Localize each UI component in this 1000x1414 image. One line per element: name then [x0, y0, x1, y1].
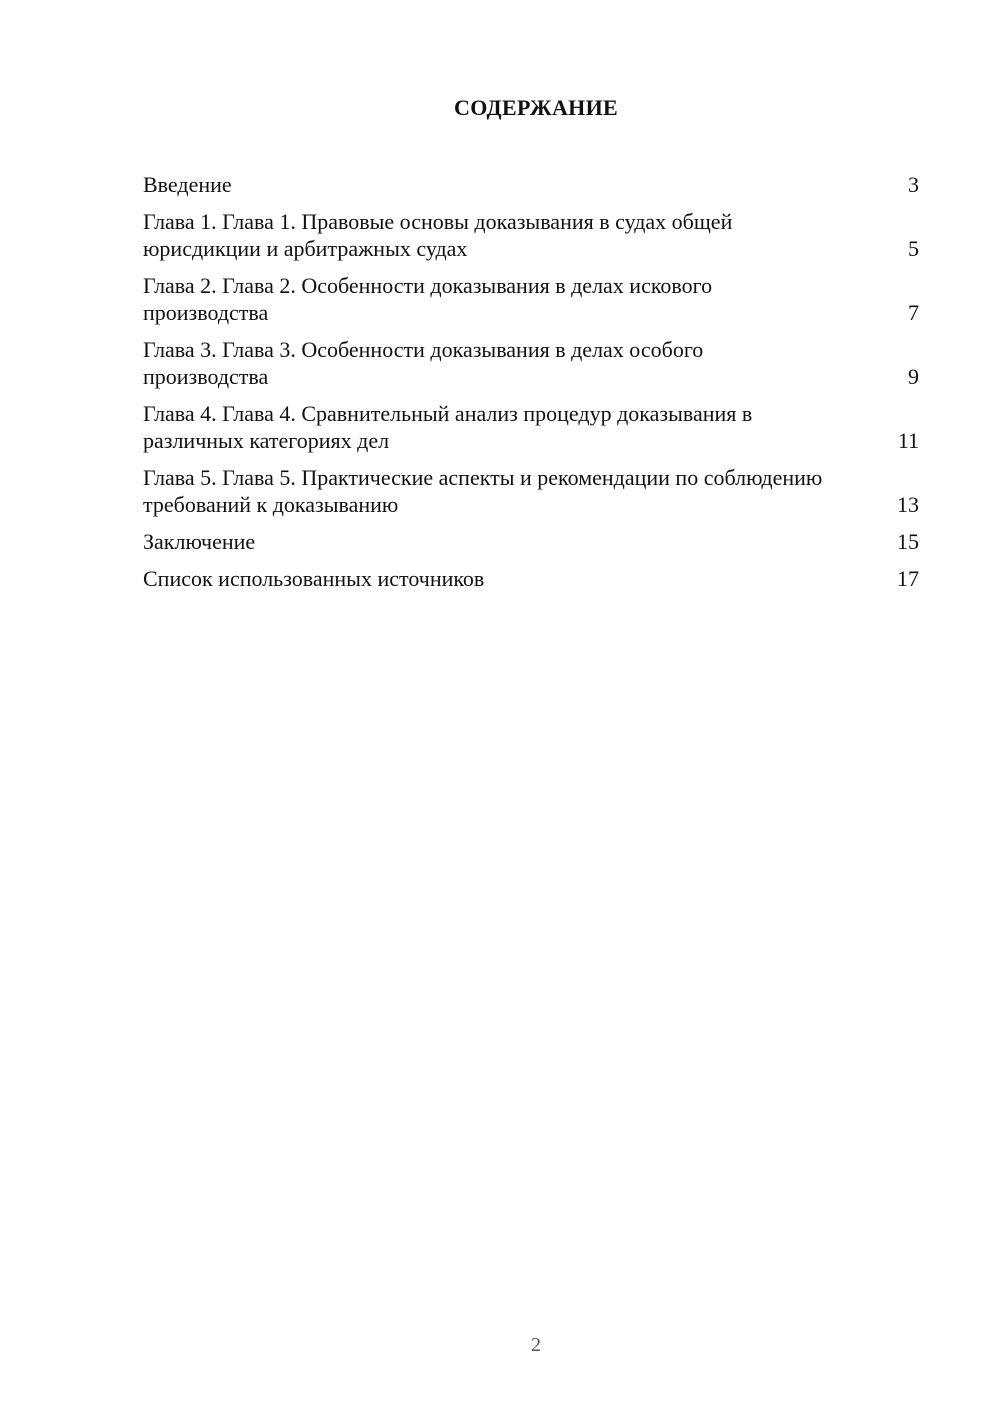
toc-entry-chapter-5: [143, 464, 919, 518]
toc-entry-conclusion: [143, 528, 919, 555]
toc-entry-page: 17: [897, 566, 919, 591]
toc-entry-page: 13: [897, 492, 919, 517]
toc-entry-label: Глава 3. Глава 3. Особенности доказывания в делах особого производства: [143, 337, 704, 389]
table-of-contents: [143, 171, 919, 602]
toc-entry-chapter-4: [143, 400, 919, 454]
toc-entry-introduction: [143, 171, 919, 198]
toc-entry-chapter-2: [143, 272, 919, 326]
toc-entry-chapter-1: [143, 208, 919, 262]
toc-entry-references: [143, 565, 919, 592]
page-title: СОДЕРЖАНИЕ: [454, 95, 618, 120]
toc-entry-page: 11: [897, 428, 919, 453]
toc-entry-page: 3: [908, 172, 919, 197]
toc-entry-label: Список использованных источников: [143, 566, 485, 591]
toc-entry-label: Глава 1. Глава 1. Правовые основы доказывания в судах общей юрисдикции и арбитражных судах: [143, 209, 733, 261]
toc-entry-page: 9: [908, 364, 919, 389]
toc-entry-label: Глава 5. Глава 5. Практические аспекты и рекомендации по соблюдению требований к доказыванию: [143, 465, 823, 517]
toc-entry-label: Заключение: [143, 529, 256, 554]
toc-entry-page: 5: [908, 236, 919, 261]
toc-entry-label: Глава 4. Глава 4. Сравнительный анализ процедур доказывания в различных категориях дел: [143, 401, 753, 453]
page-number: 2: [531, 1334, 541, 1356]
toc-entry-page: 15: [897, 529, 919, 554]
toc-entry-label: Введение: [143, 172, 232, 197]
toc-entry-page: 7: [908, 300, 919, 325]
toc-entry-chapter-3: [143, 336, 919, 390]
toc-entry-label: Глава 2. Глава 2. Особенности доказывания в делах искового производства: [143, 273, 713, 325]
